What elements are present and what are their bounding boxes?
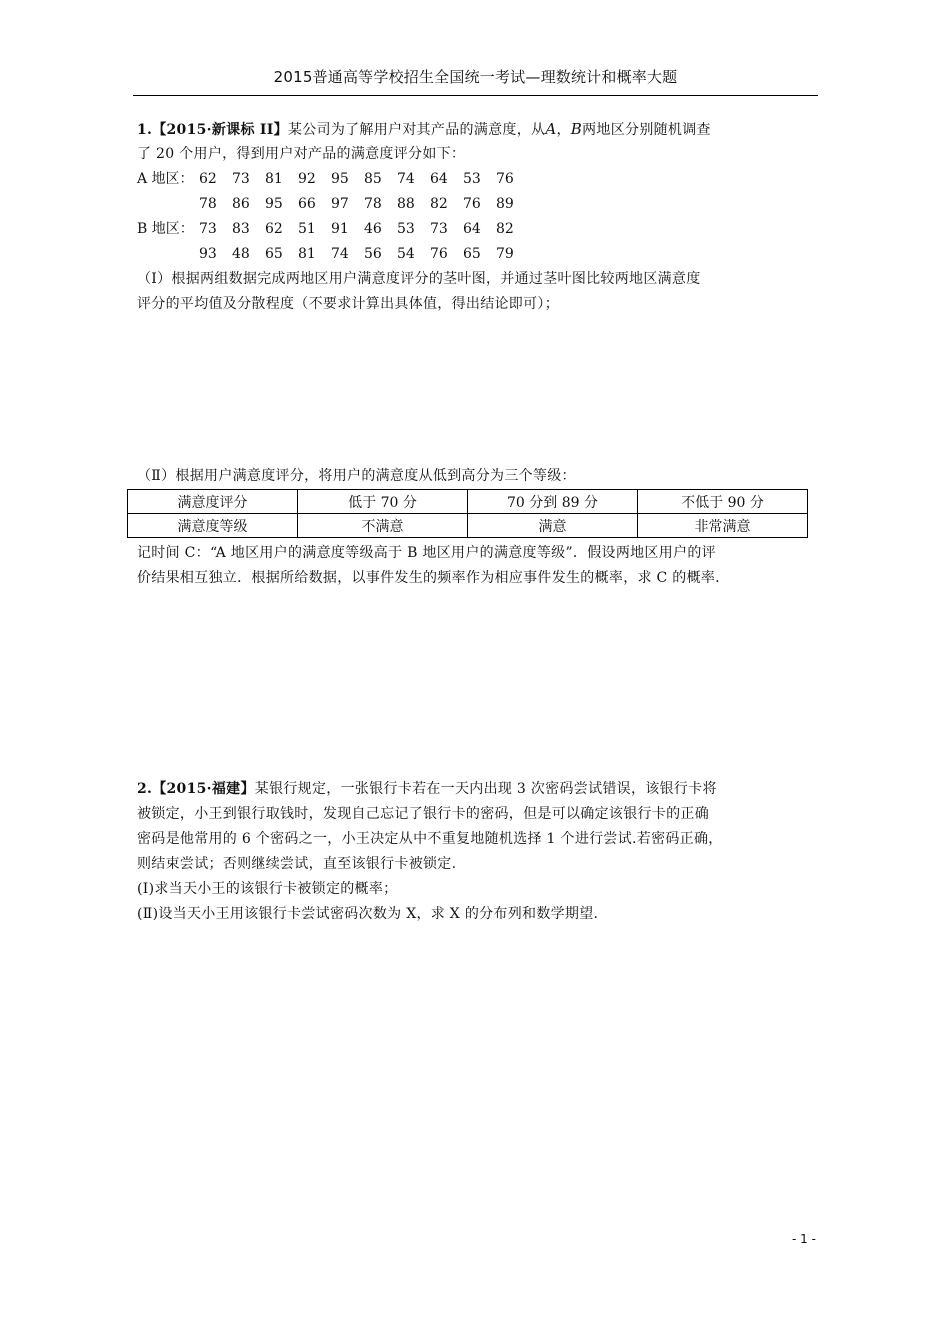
b-region-row1 bbox=[137, 217, 529, 241]
table-row bbox=[128, 514, 808, 538]
score-value: 76 bbox=[496, 171, 514, 187]
q1-part1-line1: （Ⅰ）根据两组数据完成两地区用户满意度评分的茎叶图，并通过茎叶图比较两地区满意度 bbox=[137, 271, 701, 287]
score-value: 73 bbox=[430, 221, 448, 237]
score-value: 82 bbox=[430, 196, 448, 212]
score-value: 53 bbox=[463, 171, 481, 187]
q1-sep: ， bbox=[556, 122, 571, 138]
score-value: 78 bbox=[364, 196, 382, 212]
score-value: 65 bbox=[265, 246, 283, 262]
table-cell: 不低于 90 分 bbox=[638, 490, 808, 514]
score-value: 93 bbox=[199, 246, 217, 262]
score-value: 79 bbox=[496, 246, 514, 262]
score-value: 73 bbox=[232, 171, 250, 187]
q2-line3: 密码是他常用的 6 个密码之一，小王决定从中不重复地随机选择 1 个进行尝试.若密码正确， bbox=[137, 831, 723, 847]
score-value: 88 bbox=[397, 196, 415, 212]
q1-intro-a: 某公司为了解用户对其产品的满意度，从 bbox=[287, 122, 546, 138]
q2-part1: (Ⅰ)求当天小王的该银行卡被锁定的概率； bbox=[137, 881, 398, 897]
q2-line1-text: 某银行规定，一张银行卡若在一天内出现 3 次密码尝试错误，该银行卡将 bbox=[254, 781, 717, 797]
score-value: 78 bbox=[199, 196, 217, 212]
table-cell: 低于 70 分 bbox=[298, 490, 468, 514]
score-value: 76 bbox=[430, 246, 448, 262]
score-value: 89 bbox=[496, 196, 514, 212]
score-value: 53 bbox=[397, 221, 415, 237]
table-row bbox=[128, 490, 808, 514]
q2-line2: 被锁定，小王到银行取钱时，发现自己忘记了银行卡的密码，但是可以确定该银行卡的正确 bbox=[137, 806, 709, 822]
score-value: 76 bbox=[463, 196, 481, 212]
score-value: 51 bbox=[298, 221, 316, 237]
score-value: 81 bbox=[298, 246, 316, 262]
q1-intro-b: 两地区分别随机调查 bbox=[582, 122, 711, 138]
q1-part1-line2: 评分的平均值及分散程度（不要求计算出具体值，得出结论即可）； bbox=[137, 296, 559, 312]
page-number: - 1 - bbox=[792, 1232, 816, 1246]
q1-part2-line1: 记时间 C：“A 地区用户的满意度等级高于 B 地区用户的满意度等级”．假设两地区用户的评 bbox=[137, 545, 716, 561]
score-value: 62 bbox=[265, 221, 283, 237]
a-region-row1 bbox=[137, 167, 529, 191]
score-value: 64 bbox=[430, 171, 448, 187]
score-value: 95 bbox=[265, 196, 283, 212]
q2-line4: 则结束尝试；否则继续尝试，直至该银行卡被锁定. bbox=[137, 856, 457, 872]
score-value: 74 bbox=[331, 246, 349, 262]
q1-part2-intro: （Ⅱ）根据用户满意度评分，将用户的满意度从低到高分为三个等级： bbox=[137, 468, 576, 484]
score-value: 54 bbox=[397, 246, 415, 262]
score-value: 74 bbox=[397, 171, 415, 187]
score-value: 85 bbox=[364, 171, 382, 187]
a-region-label: A 地区： bbox=[137, 171, 194, 187]
score-value: 95 bbox=[331, 171, 349, 187]
score-value: 91 bbox=[331, 221, 349, 237]
table-cell: 满意 bbox=[468, 514, 638, 538]
score-value: 83 bbox=[232, 221, 250, 237]
score-value: 65 bbox=[463, 246, 481, 262]
q2-part2: (Ⅱ)设当天小王用该银行卡尝试密码次数为 X，求 X 的分布列和数学期望. bbox=[137, 906, 599, 922]
score-value: 48 bbox=[232, 246, 250, 262]
score-value: 56 bbox=[364, 246, 382, 262]
q1-intro-line2: 了 20 个用户，得到用户对产品的满意度评分如下： bbox=[137, 146, 466, 162]
score-value: 64 bbox=[463, 221, 481, 237]
a-region-row2 bbox=[137, 192, 529, 216]
q1-part2-line2: 价结果相互独立．根据所给数据，以事件发生的频率作为相应事件发生的概率，求 C 的概率． bbox=[137, 570, 730, 586]
q1-tag: 1.【2015·新课标 II】 bbox=[137, 122, 288, 138]
q2-line1 bbox=[137, 777, 817, 801]
score-value: 86 bbox=[232, 196, 250, 212]
table-cell: 满意度评分 bbox=[128, 490, 298, 514]
page-header: 2015普通高等学校招生全国统一考试—理数统计和概率大题 bbox=[273, 68, 678, 86]
score-value: 46 bbox=[364, 221, 382, 237]
header-divider bbox=[133, 95, 818, 96]
b-region-label: B 地区： bbox=[137, 221, 194, 237]
b-region-row2 bbox=[137, 242, 529, 266]
table-cell: 70 分到 89 分 bbox=[468, 490, 638, 514]
score-value: 97 bbox=[331, 196, 349, 212]
score-value: 66 bbox=[298, 196, 316, 212]
satisfaction-grade-table bbox=[127, 489, 808, 538]
score-value: 81 bbox=[265, 171, 283, 187]
q1-var-a: A bbox=[545, 120, 557, 138]
score-value: 62 bbox=[199, 171, 217, 187]
q1-intro-line1 bbox=[137, 117, 817, 142]
q1-var-b: B bbox=[570, 120, 583, 138]
score-value: 92 bbox=[298, 171, 316, 187]
score-value: 73 bbox=[199, 221, 217, 237]
table-cell: 不满意 bbox=[298, 514, 468, 538]
score-value: 82 bbox=[496, 221, 514, 237]
table-cell: 满意度等级 bbox=[128, 514, 298, 538]
q2-tag: 2.【2015·福建】 bbox=[137, 781, 255, 797]
table-cell: 非常满意 bbox=[638, 514, 808, 538]
